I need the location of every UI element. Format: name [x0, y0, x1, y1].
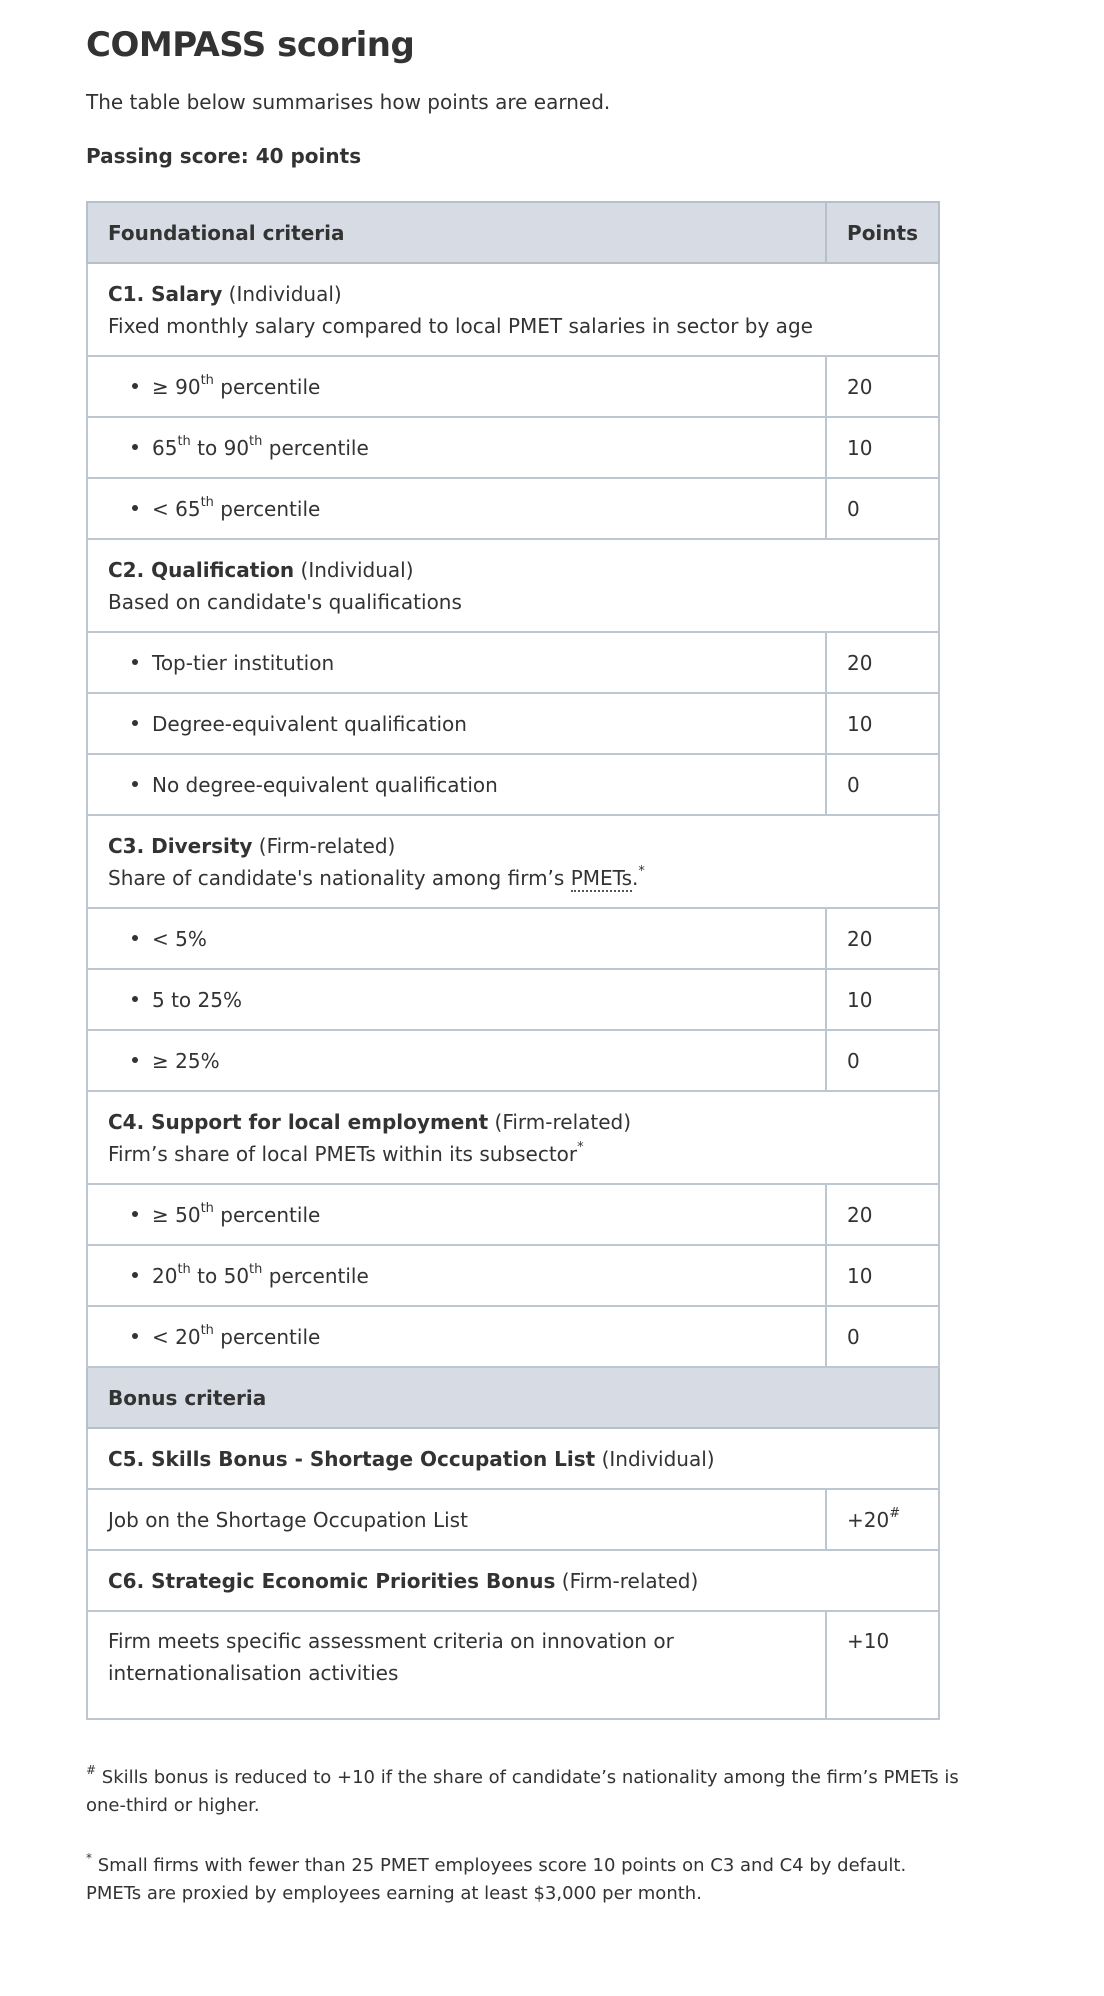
bullet-icon	[132, 1211, 138, 1217]
criterion-title: C1. Salary	[108, 281, 223, 306]
table-row	[87, 754, 939, 815]
criterion-scope: (Firm-related)	[561, 1568, 699, 1593]
footnote-mark: #	[889, 1505, 901, 1521]
criterion-c2	[87, 539, 939, 632]
option-points: 20	[826, 908, 939, 969]
option-label: Top-tier institution	[87, 632, 826, 693]
table-row	[87, 693, 939, 754]
option-label: < 65th percentile	[87, 478, 826, 539]
bullet-icon	[132, 505, 138, 511]
bullet-icon	[132, 444, 138, 450]
criterion-c5-row	[87, 1428, 939, 1489]
table-row	[87, 1184, 939, 1245]
criterion-c1	[87, 263, 939, 356]
passing-score: Passing score: 40 points	[86, 144, 362, 168]
points-header: Points	[826, 202, 939, 263]
pmets-abbreviation[interactable]: PMETs	[570, 865, 632, 890]
criterion-description: Share of candidate's nationality among firm’s PMETs.*	[108, 863, 645, 890]
intro-text: The table below summarises how points are earned.	[86, 90, 611, 114]
option-label: Degree-equivalent qualification	[87, 693, 826, 754]
criterion-c6	[87, 1550, 939, 1611]
option-label: 5 to 25%	[87, 969, 826, 1030]
option-points: 0	[826, 1030, 939, 1091]
footnote-hash: # Skills bonus is reduced to +10 if the share of candidate’s nationality among the firm’s PMETs is one-third or higher.	[86, 1763, 959, 1816]
scoring-table	[86, 201, 940, 1720]
bullet-icon	[132, 720, 138, 726]
table-row	[87, 969, 939, 1030]
table-row	[87, 1245, 939, 1306]
table-row	[87, 1611, 939, 1719]
option-label: 65th to 90th percentile	[87, 417, 826, 478]
bullet-icon	[132, 1272, 138, 1278]
table-row	[87, 417, 939, 478]
criterion-description: Fixed monthly salary compared to local PMET salaries in sector by age	[108, 313, 813, 338]
table-row	[87, 632, 939, 693]
criterion-scope: (Firm-related)	[258, 833, 396, 858]
table-row	[87, 1030, 939, 1091]
option-points: 20	[826, 356, 939, 417]
option-points: 10	[826, 969, 939, 1030]
option-label: ≥ 50th percentile	[87, 1184, 826, 1245]
bonus-item-points: +20#	[826, 1489, 939, 1550]
criterion-title: C5. Skills Bonus - Shortage Occupation List	[108, 1446, 596, 1471]
bonus-criteria-header: Bonus criteria	[87, 1367, 939, 1428]
criterion-scope: (Individual)	[228, 281, 342, 306]
bullet-icon	[132, 1057, 138, 1063]
option-points: 0	[826, 1306, 939, 1367]
footnote-asterisk: * Small firms with fewer than 25 PMET employees score 10 points on C3 and C4 by default. PMETs are proxied by employees earning at least $3,000 per month.	[86, 1851, 907, 1904]
table-row	[87, 908, 939, 969]
footnotes	[86, 1764, 966, 1908]
criterion-title: C4. Support for local employment	[108, 1109, 489, 1134]
bonus-item-label: Job on the Shortage Occupation List	[87, 1489, 826, 1550]
footnote-mark: *	[638, 863, 645, 879]
bullet-icon	[132, 996, 138, 1002]
option-label: < 20th percentile	[87, 1306, 826, 1367]
criterion-c3-row	[87, 815, 939, 908]
bullet-icon	[132, 935, 138, 941]
footnote-mark: *	[577, 1139, 584, 1155]
table-row	[87, 356, 939, 417]
foundational-header-row	[87, 202, 939, 263]
criterion-c4-row	[87, 1091, 939, 1184]
criterion-c6-row	[87, 1550, 939, 1611]
option-label: No degree-equivalent qualification	[87, 754, 826, 815]
criterion-scope: (Individual)	[300, 557, 414, 582]
bonus-item-label: Firm meets specific assessment criteria on innovation or internationalisation activities	[87, 1611, 826, 1719]
criterion-title: C2. Qualification	[108, 557, 295, 582]
criterion-description: Firm’s share of local PMETs within its subsector*	[108, 1139, 584, 1166]
criterion-description: Based on candidate's qualifications	[108, 589, 462, 614]
criterion-c3	[87, 815, 939, 908]
option-label: ≥ 90th percentile	[87, 356, 826, 417]
criterion-title: C6. Strategic Economic Priorities Bonus	[108, 1568, 556, 1593]
criterion-c2-row	[87, 539, 939, 632]
criterion-scope: (Individual)	[601, 1446, 715, 1471]
option-points: 10	[826, 1245, 939, 1306]
table-row	[87, 478, 939, 539]
option-points: 0	[826, 478, 939, 539]
bullet-icon	[132, 781, 138, 787]
criterion-title: C3. Diversity	[108, 833, 253, 858]
criterion-c1-row	[87, 263, 939, 356]
table-row	[87, 1306, 939, 1367]
criterion-c5	[87, 1428, 939, 1489]
bonus-header-row	[87, 1367, 939, 1428]
page-title: COMPASS scoring	[86, 25, 415, 65]
option-points: 10	[826, 693, 939, 754]
option-points: 0	[826, 754, 939, 815]
option-label: 20th to 50th percentile	[87, 1245, 826, 1306]
bullet-icon	[132, 659, 138, 665]
bonus-item-points: +10	[826, 1611, 939, 1719]
bullet-icon	[132, 1333, 138, 1339]
criterion-scope: (Firm-related)	[494, 1109, 632, 1134]
table-row	[87, 1489, 939, 1550]
option-points: 10	[826, 417, 939, 478]
option-label: < 5%	[87, 908, 826, 969]
option-label: ≥ 25%	[87, 1030, 826, 1091]
bullet-icon	[132, 383, 138, 389]
option-points: 20	[826, 632, 939, 693]
foundational-criteria-header: Foundational criteria	[87, 202, 826, 263]
criterion-c4	[87, 1091, 939, 1184]
option-points: 20	[826, 1184, 939, 1245]
